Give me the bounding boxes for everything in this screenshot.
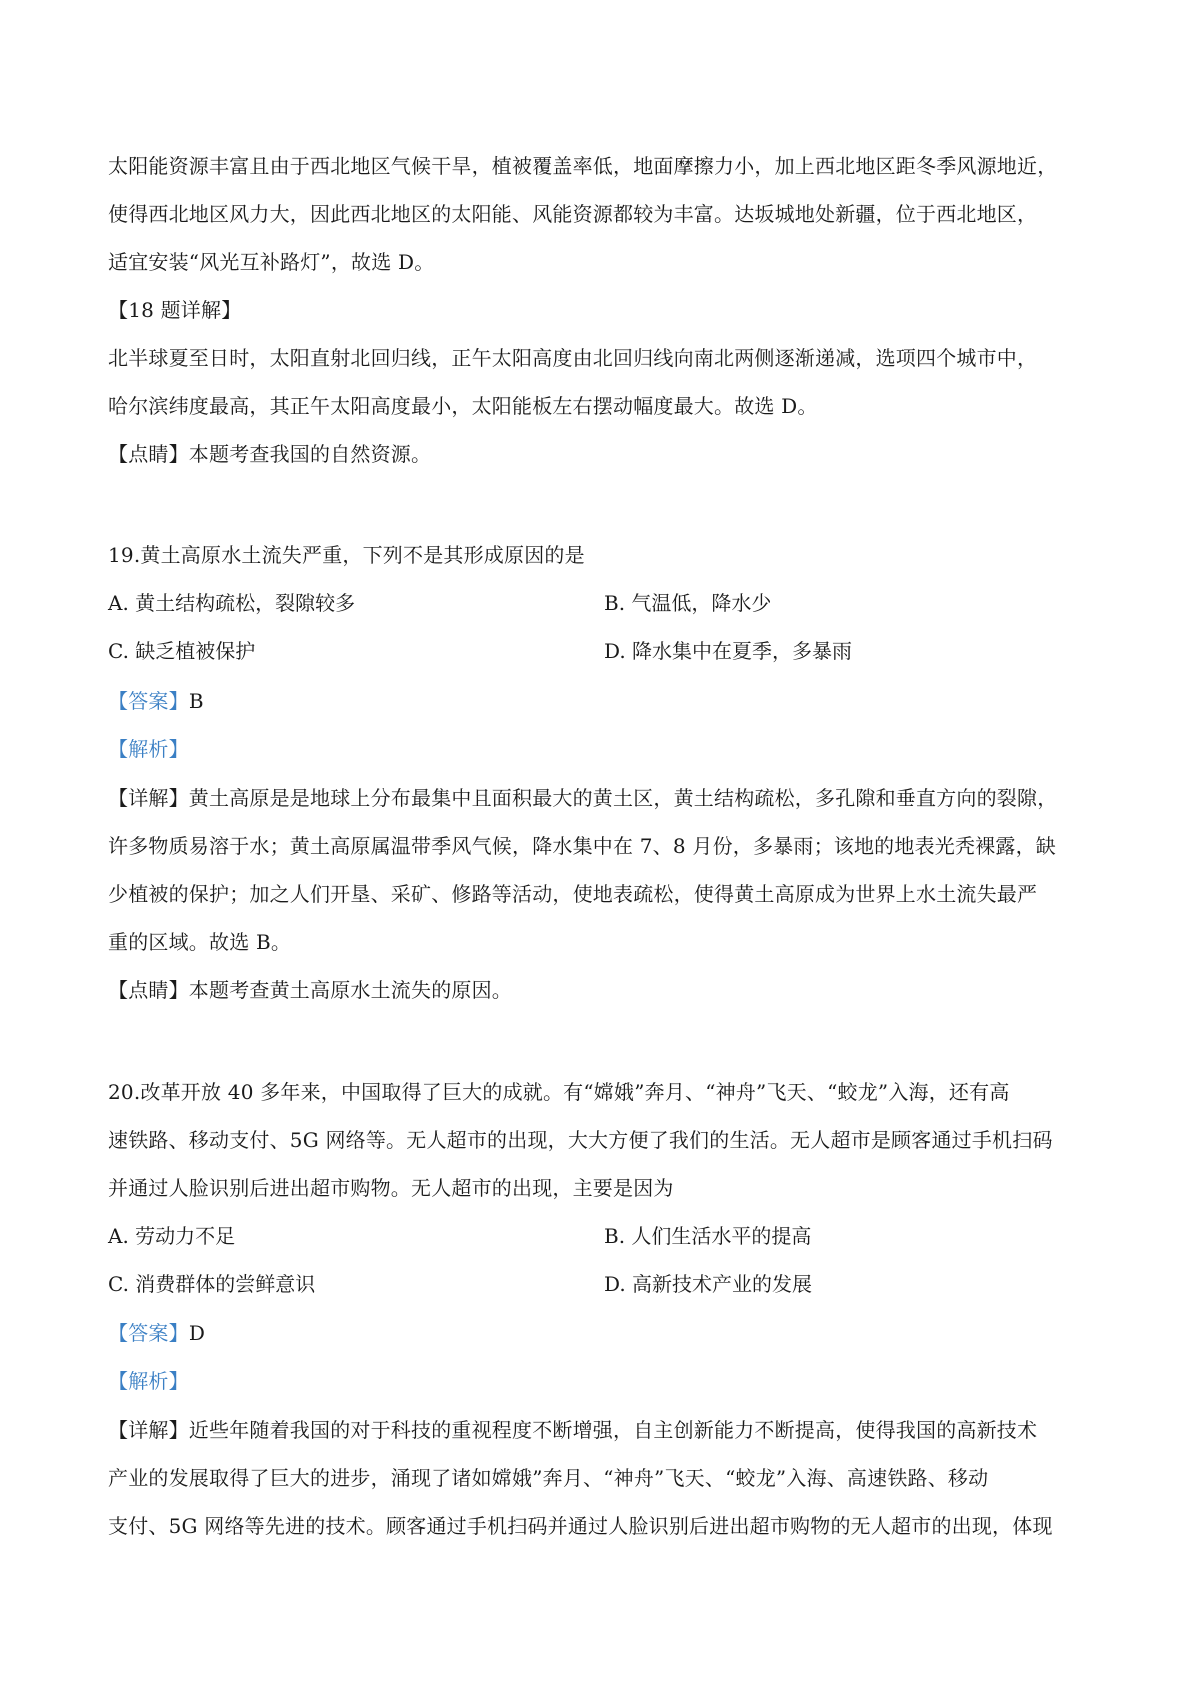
q20-option-d: D. 高新技术产业的发展	[604, 1272, 813, 1296]
answer-value: D	[188, 1321, 206, 1345]
q20-option-b: B. 人们生活水平的提高	[604, 1224, 812, 1248]
q20-stem-line: 并通过人脸识别后进出超市购物。无人超市的出现，主要是因为	[108, 1176, 674, 1200]
q19-option-b: B. 气温低，降水少	[604, 591, 772, 615]
q19-option-c: C. 缺乏植被保护	[108, 639, 256, 663]
q20-detail-line: 产业的发展取得了巨大的进步，涌现了诸如嫦娥”奔月、“神舟”飞天、“蛟龙”入海、高速铁路、移动	[108, 1466, 989, 1490]
q20-stem-line: 20.改革开放 40 多年来，中国取得了巨大的成就。有“嫦娥”奔月、“神舟”飞天、“蛟龙”入海，还有高	[108, 1080, 1010, 1104]
q19-analysis-label: 【解析】	[108, 737, 189, 761]
q20-detail-line: 【详解】近些年随着我国的对于科技的重视程度不断增强，自主创新能力不断提高，使得我国的高新技术	[108, 1418, 1038, 1442]
q19-option-d: D. 降水集中在夏季，多暴雨	[604, 639, 853, 663]
answer-label: 【答案】	[108, 1321, 189, 1345]
q20-detail-line: 支付、5G 网络等先进的技术。顾客通过手机扫码并通过人脸识别后进出超市购物的无人超市的出现，体现	[108, 1514, 1053, 1538]
q19-detail-line: 许多物质易溶于水；黄土高原属温带季风气候，降水集中在 7、8 月份，多暴雨；该地的地表光秃裸露，缺	[108, 834, 1056, 858]
answer-value: B	[188, 689, 204, 713]
q19-detail-line: 少植被的保护；加之人们开垦、采矿、修路等活动，使地表疏松，使得黄土高原成为世界上水土流失最严	[108, 882, 1038, 906]
q20-option-a: A. 劳动力不足	[108, 1224, 236, 1248]
q19-detail-line: 重的区域。故选 B。	[108, 930, 292, 954]
q20-option-c: C. 消费群体的尝鲜意识	[108, 1272, 316, 1296]
q18-comment: 【点睛】本题考查我国的自然资源。	[108, 442, 432, 466]
q18-detail-line: 哈尔滨纬度最高，其正午太阳高度最小，太阳能板左右摆动幅度最大。故选 D。	[108, 394, 818, 418]
q19-detail-line: 【详解】黄土高原是是地球上分布最集中且面积最大的黄土区，黄土结构疏松，多孔隙和垂直方向的裂隙，	[108, 786, 1058, 810]
q19-stem: 19.黄土高原水土流失严重，下列不是其形成原因的是	[108, 543, 585, 567]
q18-detail-line: 北半球夏至日时，太阳直射北回归线，正午太阳高度由北回归线向南北两侧逐渐递减，选项四个城市中，	[108, 346, 1038, 370]
answer-label: 【答案】	[108, 689, 189, 713]
q19-answer	[108, 687, 204, 715]
analysis-line: 适宜安装“风光互补路灯”，故选 D。	[108, 250, 435, 274]
q18-heading: 【18 题详解】	[108, 298, 242, 322]
q19-comment: 【点睛】本题考查黄土高原水土流失的原因。	[108, 978, 512, 1002]
q19-option-a: A. 黄土结构疏松，裂隙较多	[108, 591, 356, 615]
analysis-line: 使得西北地区风力大，因此西北地区的太阳能、风能资源都较为丰富。达坂城地处新疆，位于西北地区，	[108, 202, 1038, 226]
q20-answer	[108, 1319, 205, 1347]
q20-stem-line: 速铁路、移动支付、5G 网络等。无人超市的出现，大大方便了我们的生活。无人超市是顾客通过手机扫码	[108, 1128, 1053, 1152]
q20-analysis-label: 【解析】	[108, 1369, 189, 1393]
analysis-line: 太阳能资源丰富且由于西北地区气候干旱，植被覆盖率低，地面摩擦力小，加上西北地区距冬季风源地近，	[108, 154, 1058, 178]
